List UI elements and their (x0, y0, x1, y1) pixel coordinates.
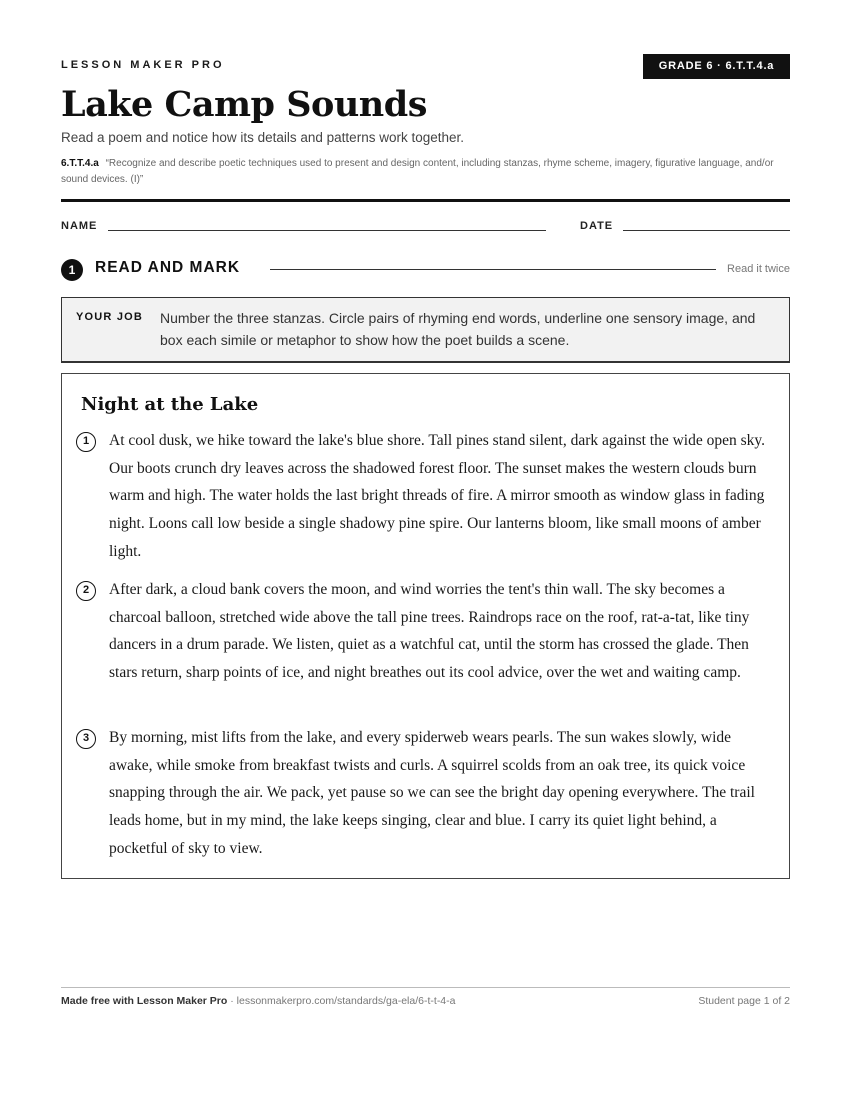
poem-title: Night at the Lake (81, 394, 259, 415)
instructions-label: YOUR JOB (76, 311, 144, 323)
page-subtitle: Read a poem and notice how its details and patterns work together. (61, 130, 464, 145)
stanza-text: After dark, a cloud bank covers the moon, and wind worries the tent's thin wall. The sky becomes a charcoal balloon, stretched wide above the tall pine trees. Raindrops race on the roof, rat-a-tat, like tiny dancers in a drum parade. We listen, quiet as a watchful cat, until the storm has crossed the glade. Then stars return, sharp points of ice, and night breathes out its cool advice, over the wet and waiting camp. (109, 581, 750, 682)
section-divider (270, 269, 716, 270)
date-field[interactable] (623, 230, 790, 231)
footer-link[interactable]: · lessonmakerpro.com/standards/ga-ela/6-t-t-4-a (227, 995, 456, 1007)
stanza-number: 1 (76, 432, 96, 452)
footer-made-with: Made free with Lesson Maker Pro (61, 995, 228, 1007)
date-label: DATE (580, 220, 614, 232)
standard-description (61, 156, 790, 188)
header-divider (61, 199, 790, 202)
standard-code: 6.T.T.4.a (61, 158, 99, 169)
instructions-text: Number the three stanzas. Circle pairs of rhyming end words, underline one sensory image, and box each simile or metaphor to show how the poet builds a scene. (160, 310, 756, 348)
poem-box (61, 373, 790, 879)
footer-divider (61, 987, 790, 988)
stanza-number: 2 (76, 581, 96, 601)
name-field[interactable] (108, 230, 546, 231)
grade-badge: GRADE 6 · 6.T.T.4.a (643, 54, 790, 79)
instructions-box (61, 297, 790, 363)
page-title: Lake Camp Sounds (61, 84, 427, 125)
section-title: READ AND MARK (95, 259, 241, 276)
footer-page-number: Student page 1 of 2 (698, 995, 790, 1007)
stanza-text: At cool dusk, we hike toward the lake's blue shore. Tall pines stand silent, dark against the wide open sky. Our boots crunch dry leaves across the shadowed forest floor. The sunset makes the western clouds burn warm and high. The water holds the last bright threads of fire. A mirror smooth as window glass in fading night. Loons call low beside a single shadowy pine spire. Our lanterns bloom, like small moons of amber light. (109, 432, 766, 560)
section-number-badge: 1 (61, 259, 83, 281)
name-label: NAME (61, 220, 98, 232)
worksheet-page (61, 0, 790, 1100)
stanza-number: 3 (76, 729, 96, 749)
stanza-text: By morning, mist lifts from the lake, and every spiderweb wears pearls. The sun wakes slowly, wide awake, while smoke from breakfast twists and curls. A squirrel scolds from an oak tree, its quick voice snapping through the air. We pack, yet pause so we can see the bright day opening everywhere. The trail leads home, but in my mind, the lake keeps singing, clear and blue. I carry its quiet light behind, a pocketful of sky to view. (109, 729, 755, 857)
section-note: Read it twice (727, 263, 790, 275)
footer-credit (61, 995, 456, 1007)
brand-name: LESSON MAKER PRO (61, 59, 225, 71)
standard-text: “Recognize and describe poetic techniques used to present and design content, including stanzas, rhyme scheme, imagery, figurative language, and/or sound devices. (I)” (61, 158, 774, 185)
